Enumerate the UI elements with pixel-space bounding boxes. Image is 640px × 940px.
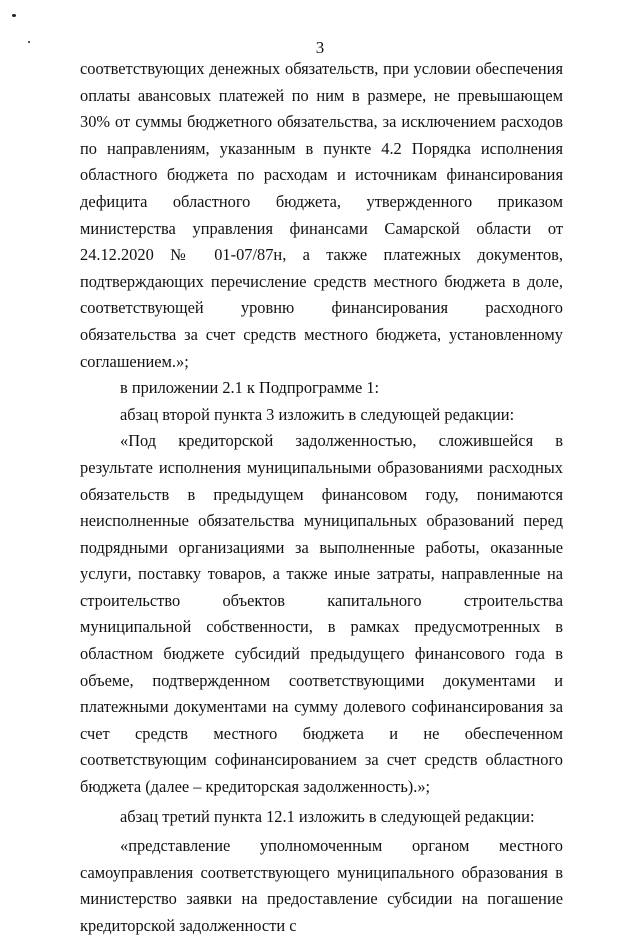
- paragraph-continued: соответствующих денежных обязательств, при условии обеспечения оплаты авансовых платежей по ним в размере, не превышающем 30% от суммы бюджетного обязательства, за исключением расходов по направлениям, указанным в пункте 4.2 Порядка исполнения областного бюджета по расходам и источникам финансирования дефицита областного бюджета, утвержденного приказом министерства управления финансами Самарской области от 24.12.2020 № 01-07/87н, а также платежных документов, подтверждающих перечисление средств местного бюджета в доле, соответствующей уровню финансирования расходного обязательства за счет средств местного бюджета, установленному соглашением.»;: [80, 59, 563, 371]
- document-body: [80, 56, 563, 940]
- paragraph-amendment-instruction: абзац второй пункта 3 изложить в следующей редакции:: [120, 404, 515, 424]
- paragraph-amendment-instruction-2: абзац третий пункта 12.1 изложить в следующей редакции:: [120, 806, 535, 826]
- paragraph-appendix-reference: в приложении 2.1 к Подпрограмме 1:: [120, 378, 380, 398]
- paragraph-quoted-text: «представление уполномоченным органом местного самоуправления соответствующего муниципального образования в министерство заявки на предоставление субсидии на погашение кредиторской задолженности с: [80, 836, 563, 935]
- scan-speck: [12, 14, 16, 17]
- page-number: 3: [315, 38, 325, 57]
- paragraph-quoted-definition: «Под кредиторской задолженностью, сложившейся в результате исполнения муниципальными образованиями расходных обязательств в предыдущем финансовом году, понимаются неисполненные обязательства муниципальных образований перед подрядными организациями за выполненные работы, оказанные услуги, поставку товаров, а также иные затраты, направленные на строительство объектов капитального строительства муниципальной собственности, в рамках предусмотренных в областном бюджете субсидий предыдущего финансового года в объеме, подтвержденном соответствующими документами и платежными документами на сумму долевого софинансирования за счет средств местного бюджета и не обеспеченном соответствующим софинансированием за счет средств областного бюджета (далее – кредиторская задолженность).»;: [80, 431, 563, 797]
